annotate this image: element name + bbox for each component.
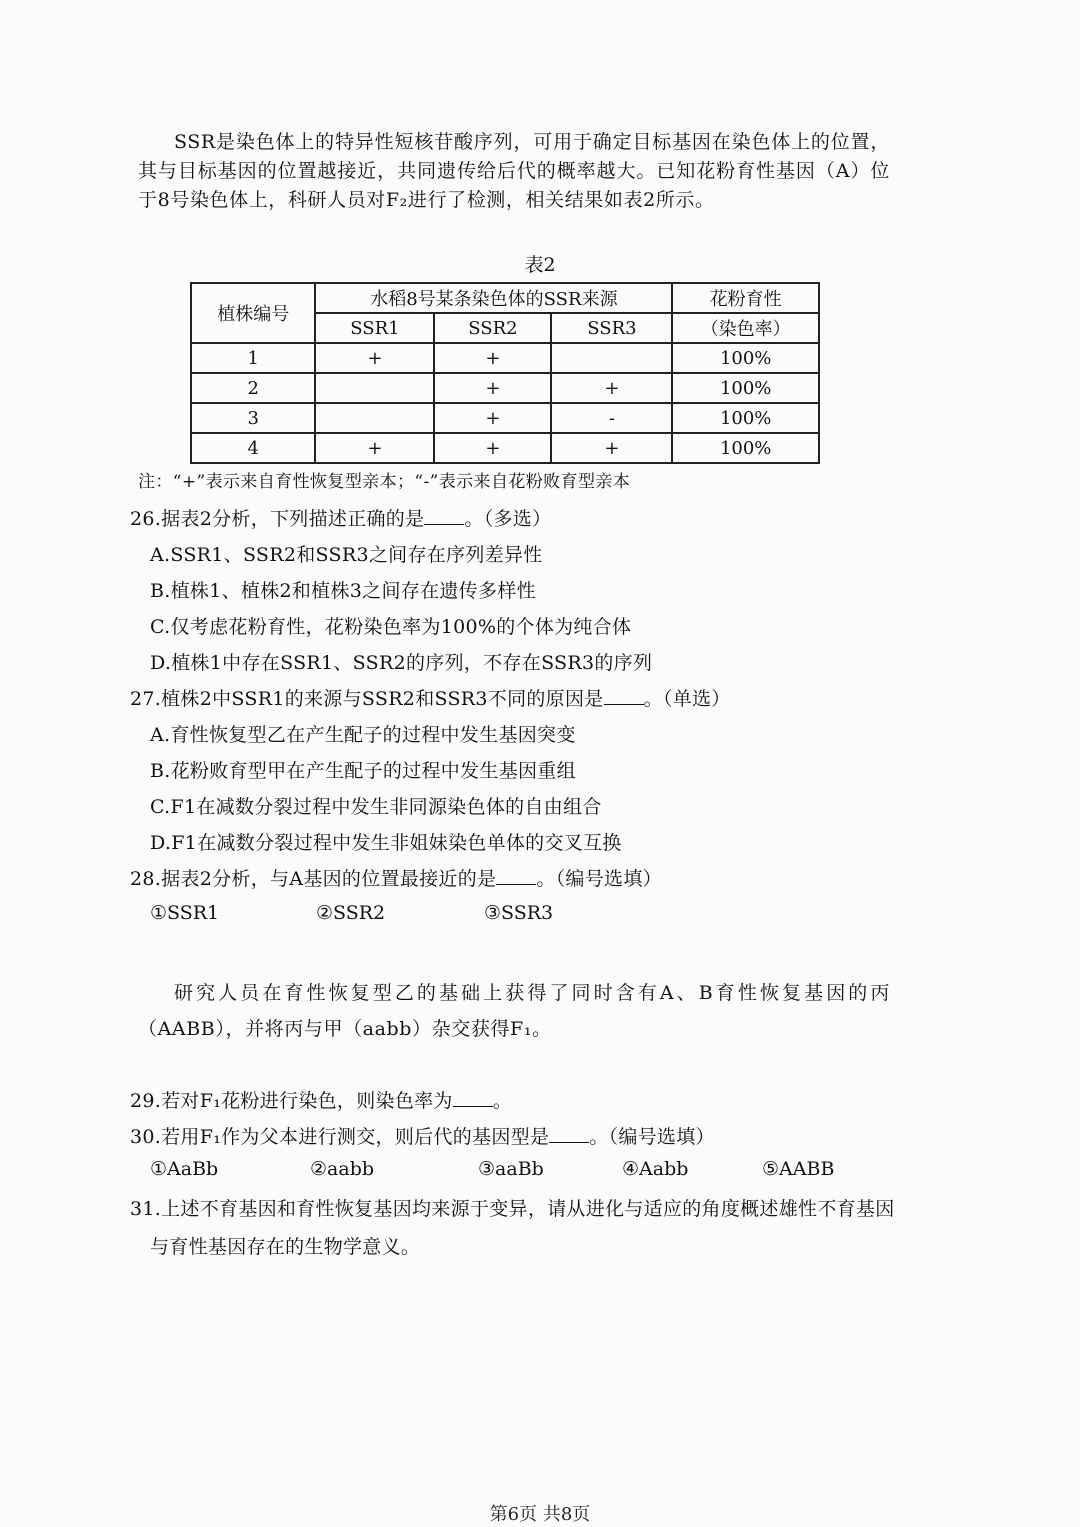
answer-blank[interactable]	[549, 1124, 589, 1143]
header-ssr2: SSR2	[434, 313, 551, 343]
choice-28-3: ③SSR3	[484, 902, 554, 924]
cell-ssr2: +	[434, 343, 551, 373]
question-31: 31.上述不育基因和育性恢复基因均来源于变异，请从进化与适应的角度概述雄性不育基因	[130, 1198, 895, 1220]
cell-ssr2: +	[434, 403, 551, 433]
cell-id: 1	[191, 343, 315, 373]
option-27c: C.F1在减数分裂过程中发生非同源染色体的自由组合	[150, 796, 602, 818]
question-suffix: 。（单选）	[643, 688, 731, 710]
question-26	[130, 504, 551, 531]
question-27	[130, 684, 731, 711]
question-28	[130, 864, 662, 891]
question-text: 30.若用F₁作为父本进行测交，则后代的基因型是	[130, 1126, 550, 1148]
cell-rate: 100%	[672, 433, 819, 463]
question-text: 29.若对F₁花粉进行染色，则染色率为	[130, 1090, 453, 1112]
intro2-paragraph: 研究人员在育性恢复型乙的基础上获得了同时含有A、B育性恢复基因的丙（AABB），并将丙与甲（aabb）杂交获得F₁。	[138, 982, 890, 1040]
cell-ssr3	[551, 343, 672, 373]
question-29	[130, 1086, 512, 1113]
cell-rate: 100%	[672, 343, 819, 373]
header-ssr1: SSR1	[315, 313, 434, 343]
choice-30-1: ①AaBb	[150, 1158, 219, 1180]
choice-28-1: ①SSR1	[150, 902, 220, 924]
option-26b: B.植株1、植株2和植株3之间存在遗传多样性	[150, 580, 536, 602]
question-text: 27.植株2中SSR1的来源与SSR2和SSR3不同的原因是	[130, 688, 604, 710]
cell-id: 2	[191, 373, 315, 403]
choice-30-3: ③aaBb	[478, 1158, 544, 1180]
choice-30-5: ⑤AABB	[762, 1158, 835, 1180]
option-27b: B.花粉败育型甲在产生配子的过程中发生基因重组	[150, 760, 576, 782]
cell-rate: 100%	[672, 403, 819, 433]
table-row	[191, 403, 819, 433]
cell-id: 4	[191, 433, 315, 463]
cell-ssr1	[315, 373, 434, 403]
table-row	[191, 343, 819, 373]
question-suffix: 。	[492, 1090, 513, 1112]
table-row	[191, 373, 819, 403]
question-text: 26.据表2分析，下列描述正确的是	[130, 508, 425, 530]
cell-ssr3: -	[551, 403, 672, 433]
cell-ssr1: +	[315, 343, 434, 373]
table-caption: 表2	[524, 254, 556, 276]
answer-blank[interactable]	[604, 686, 644, 705]
page-number: 第6页 共8页	[489, 1504, 591, 1525]
option-27a: A.育性恢复型乙在产生配子的过程中发生基因突变	[150, 724, 576, 746]
cell-ssr3: +	[551, 373, 672, 403]
header-plant-id: 植株编号	[191, 283, 315, 343]
answer-blank[interactable]	[424, 506, 464, 525]
cell-ssr2: +	[434, 433, 551, 463]
option-26c: C.仅考虑花粉育性，花粉染色率为100%的个体为纯合体	[150, 616, 632, 638]
cell-rate: 100%	[672, 373, 819, 403]
header-ssr3: SSR3	[551, 313, 672, 343]
answer-blank[interactable]	[453, 1088, 493, 1107]
table-row	[191, 433, 819, 463]
header-ssr-source: 水稻8号某条染色体的SSR来源	[315, 283, 672, 313]
intro-paragraph: SSR是染色体上的特异性短核苷酸序列，可用于确定目标基因在染色体上的位置，其与目标基因的位置越接近，共同遗传给后代的概率越大。已知花粉育性基因（A）位于8号染色体上，科研人员对F₂进行了检测，相关结果如表2所示。	[138, 131, 890, 211]
choice-30-4: ④Aabb	[622, 1158, 689, 1180]
option-27d: D.F1在减数分裂过程中发生非姐妹染色单体的交叉互换	[150, 832, 622, 854]
ssr-table	[190, 282, 820, 464]
question-suffix: 。（编号选填）	[536, 868, 662, 890]
question-suffix: 。（编号选填）	[589, 1126, 715, 1148]
option-26d: D.植株1中存在SSR1、SSR2的序列，不存在SSR3的序列	[150, 652, 653, 674]
choice-30-2: ②aabb	[310, 1158, 375, 1180]
question-text: 28.据表2分析，与A基因的位置最接近的是	[130, 868, 497, 890]
cell-ssr1	[315, 403, 434, 433]
question-30	[130, 1122, 715, 1149]
cell-ssr3: +	[551, 433, 672, 463]
header-fertility-sub: （染色率）	[672, 313, 819, 343]
cell-ssr2: +	[434, 373, 551, 403]
question-31-line2: 与育性基因存在的生物学意义。	[150, 1236, 421, 1258]
option-26a: A.SSR1、SSR2和SSR3之间存在序列差异性	[150, 544, 543, 566]
question-suffix: 。（多选）	[464, 508, 552, 530]
header-fertility: 花粉育性	[672, 283, 819, 313]
table-note: 注：“+”表示来自育性恢复型亲本；“-”表示来自花粉败育型亲本	[138, 472, 631, 492]
choice-28-2: ②SSR2	[316, 902, 386, 924]
cell-ssr1: +	[315, 433, 434, 463]
cell-id: 3	[191, 403, 315, 433]
answer-blank[interactable]	[496, 866, 536, 885]
